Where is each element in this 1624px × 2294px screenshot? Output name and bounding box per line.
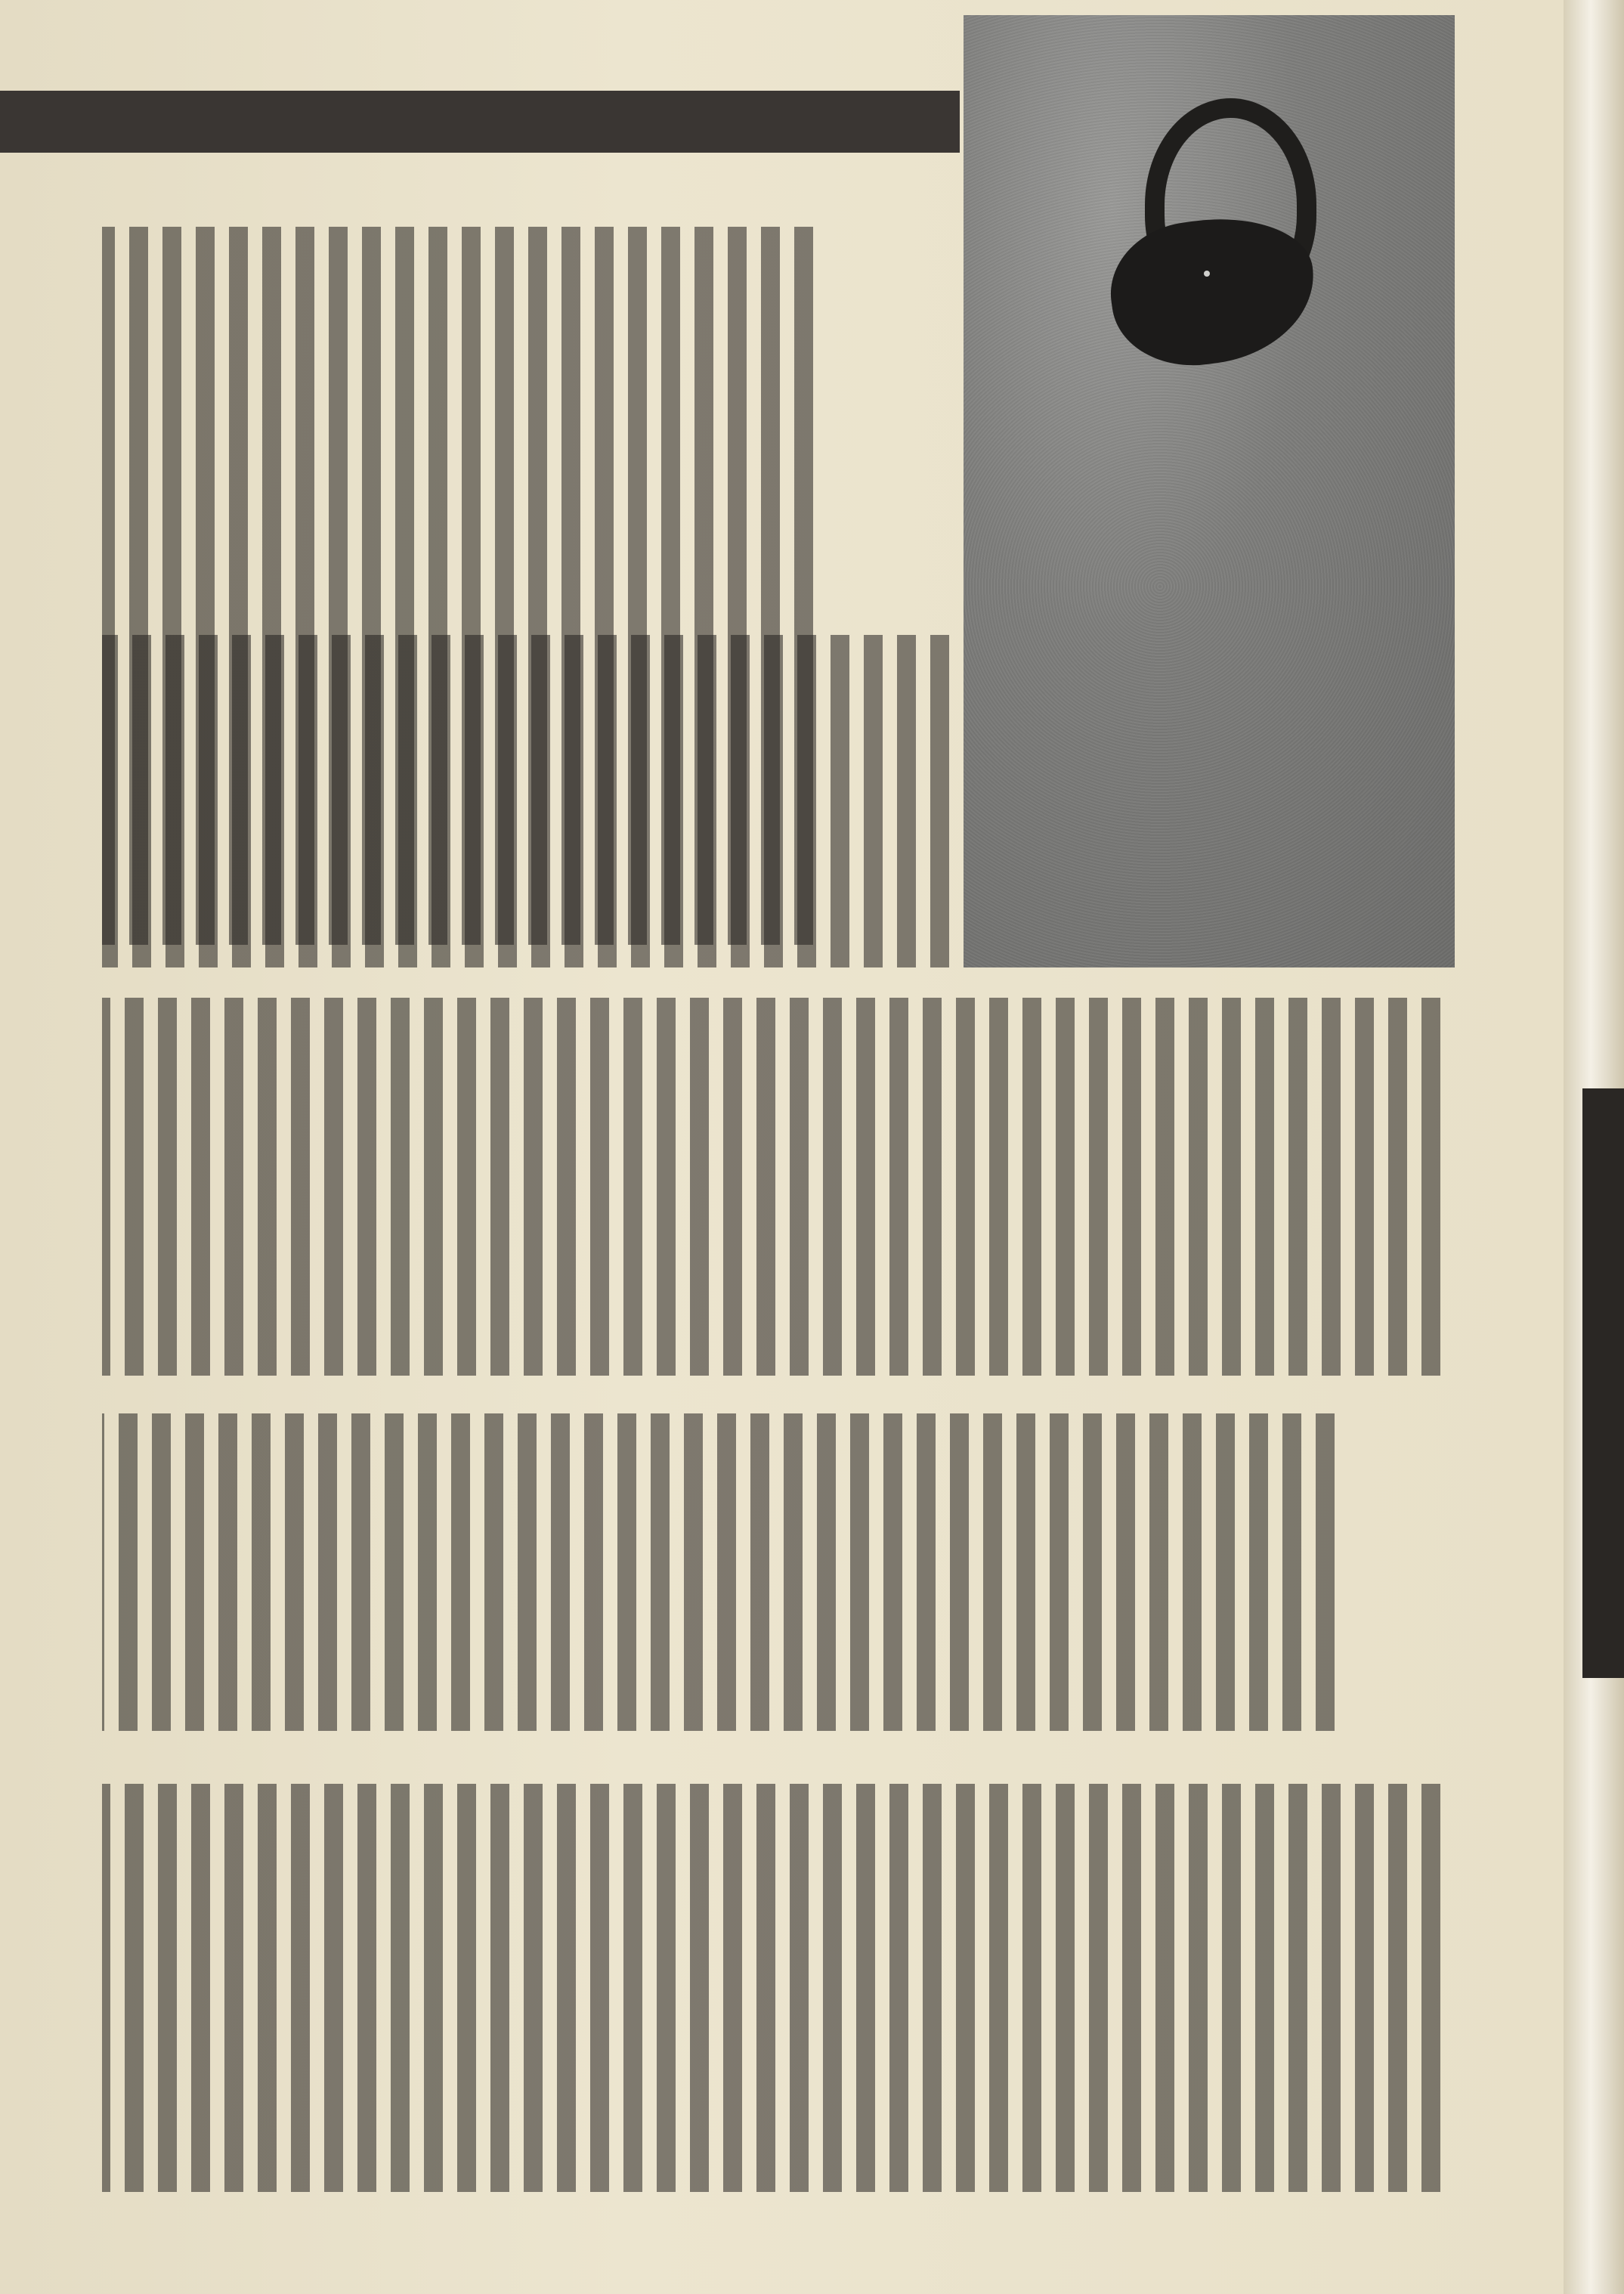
- section-banner: [0, 91, 960, 153]
- article1-body-lower: [102, 635, 956, 967]
- adjacent-page-edge: [1582, 1088, 1624, 1678]
- article2-body-upper: [102, 1413, 1341, 1731]
- ufo-highlight: [1204, 271, 1210, 277]
- banner-text: [0, 99, 6, 144]
- article1-headline: [869, 227, 911, 695]
- ufo-photo: [964, 15, 1455, 967]
- article2-body-lower: [102, 1784, 1447, 2192]
- article-body-middle: [102, 998, 1447, 1376]
